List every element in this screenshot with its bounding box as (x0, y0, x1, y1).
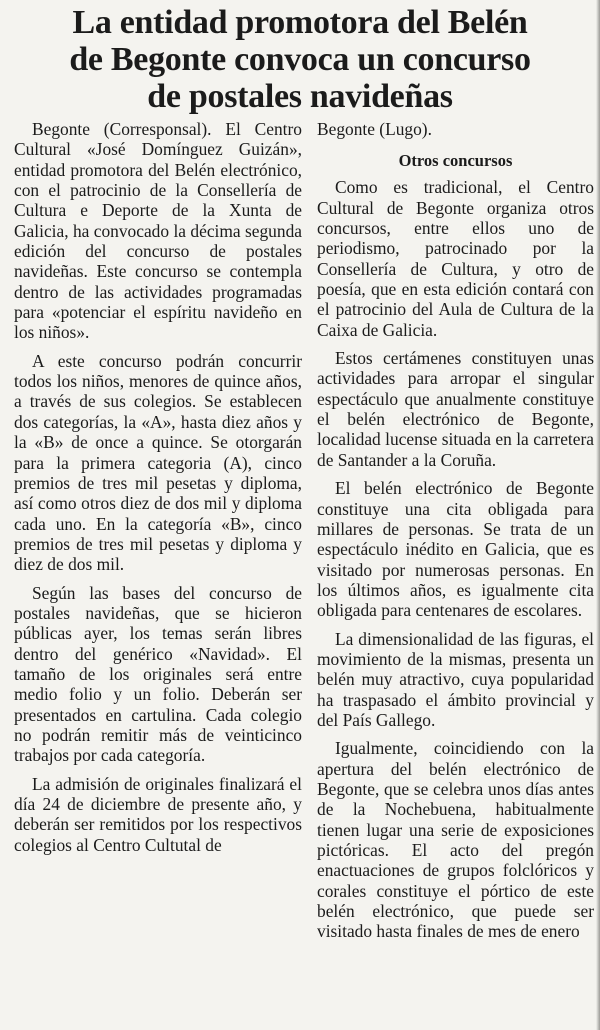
body-paragraph-4: La admisión de originales finalizará el día 24 de diciembre de presente año, y deberán ser remitidos por los respectivos colegios al Centro Cultutal de (14, 773, 302, 855)
body-paragraph-3: Según las bases del concurso de postales navideñas, que se hicieron públicas ayer, los temas serán libres dentro del genérico «Navidad». El tamaño de los originales será entre medio folio y un folio. Deberán ser presentados en cartulina. Cada colegio no podrán remitir más de veinticinco trabajos por cada categoría. (14, 582, 302, 766)
headline-line-2: de Begonte convoca un concurso (69, 41, 531, 78)
body-paragraph-1: Begonte (Corresponsal). El Centro Cultural «José Domínguez Guizán», entidad promotora del Belén electrónico, con el patrocinio de la Consellería de Cultura e Deporte de la Xunta de Galicia, ha convocado la décima segunda edición del concurso de postales navideñas. Este concurso se contempla dentro de las actividades programadas para «potenciar el espíritu navideño en los niños». (14, 119, 302, 343)
body-paragraph-7: El belén electrónico de Begonte constituye una cita obligada para millares de personas. Se trata de un espectáculo inédito en Galicia, que es visitado por numerosas personas. En los últimos años, es igualmente cita obligada para centenares de escolares. (317, 478, 594, 621)
body-paragraph-8: La dimensionalidad de las figuras, el movimiento de la mismas, presenta un belén muy atractivo, cuya popularidad ha traspasado el ámbito provincial y del País Gallego. (317, 628, 594, 730)
headline (20, 4, 580, 115)
headline-line-3: de postales navideñas (147, 78, 453, 115)
page-edge-shadow (596, 0, 600, 1030)
body-paragraph-9: Igualmente, coincidiendo con la apertura del belén electrónico de Begonte, que se celebra unos días antes de la Nochebuena, habitualmente tienen lugar una serie de exposiciones pictóricas. El acto del pregón enactuaciones de grupos folclóricos y corales constituye el pórtico de este belén electrónico, que puede ser visitado hasta finales de mes de enero (317, 738, 594, 942)
left-column (14, 119, 302, 863)
right-column (317, 119, 594, 950)
headline-line-1: La entidad promotora del Belén (72, 4, 528, 41)
body-paragraph-2: A este concurso podrán concurrir todos los niños, menores de quince años, a través de sus colegios. Se establecen dos categorías, la «A», hasta diez años y la «B» de once a quince. Se otorgarán para la primera categoria (A), cinco premios de tres mil pesetas y diploma, así como otros diez de dos mil y diploma cada uno. En la categoría «B», cinco premios de tres mil pesetas y diploma y diez de dos mil. (14, 350, 302, 575)
body-paragraph-6: Estos certámenes constituyen unas actividades para arropar el singular espectáculo que anualmente constituye el belén electrónico de Begonte, localidad lucense situada en la carretera de Santander a la Coruña. (317, 348, 594, 470)
body-paragraph-continuation: Begonte (Lugo). (317, 119, 432, 139)
body-paragraph-5: Como es tradicional, el Centro Cultural de Begonte organiza otros concursos, entre ellos uno de periodismo, patrocinado por la Consellería de Cultura, y otro de poesía, que en esta edición contará con el patrocinio del Aula de Cultura de la Caixa de Galicia. (317, 177, 594, 340)
section-subhead: Otros concursos (398, 151, 513, 171)
